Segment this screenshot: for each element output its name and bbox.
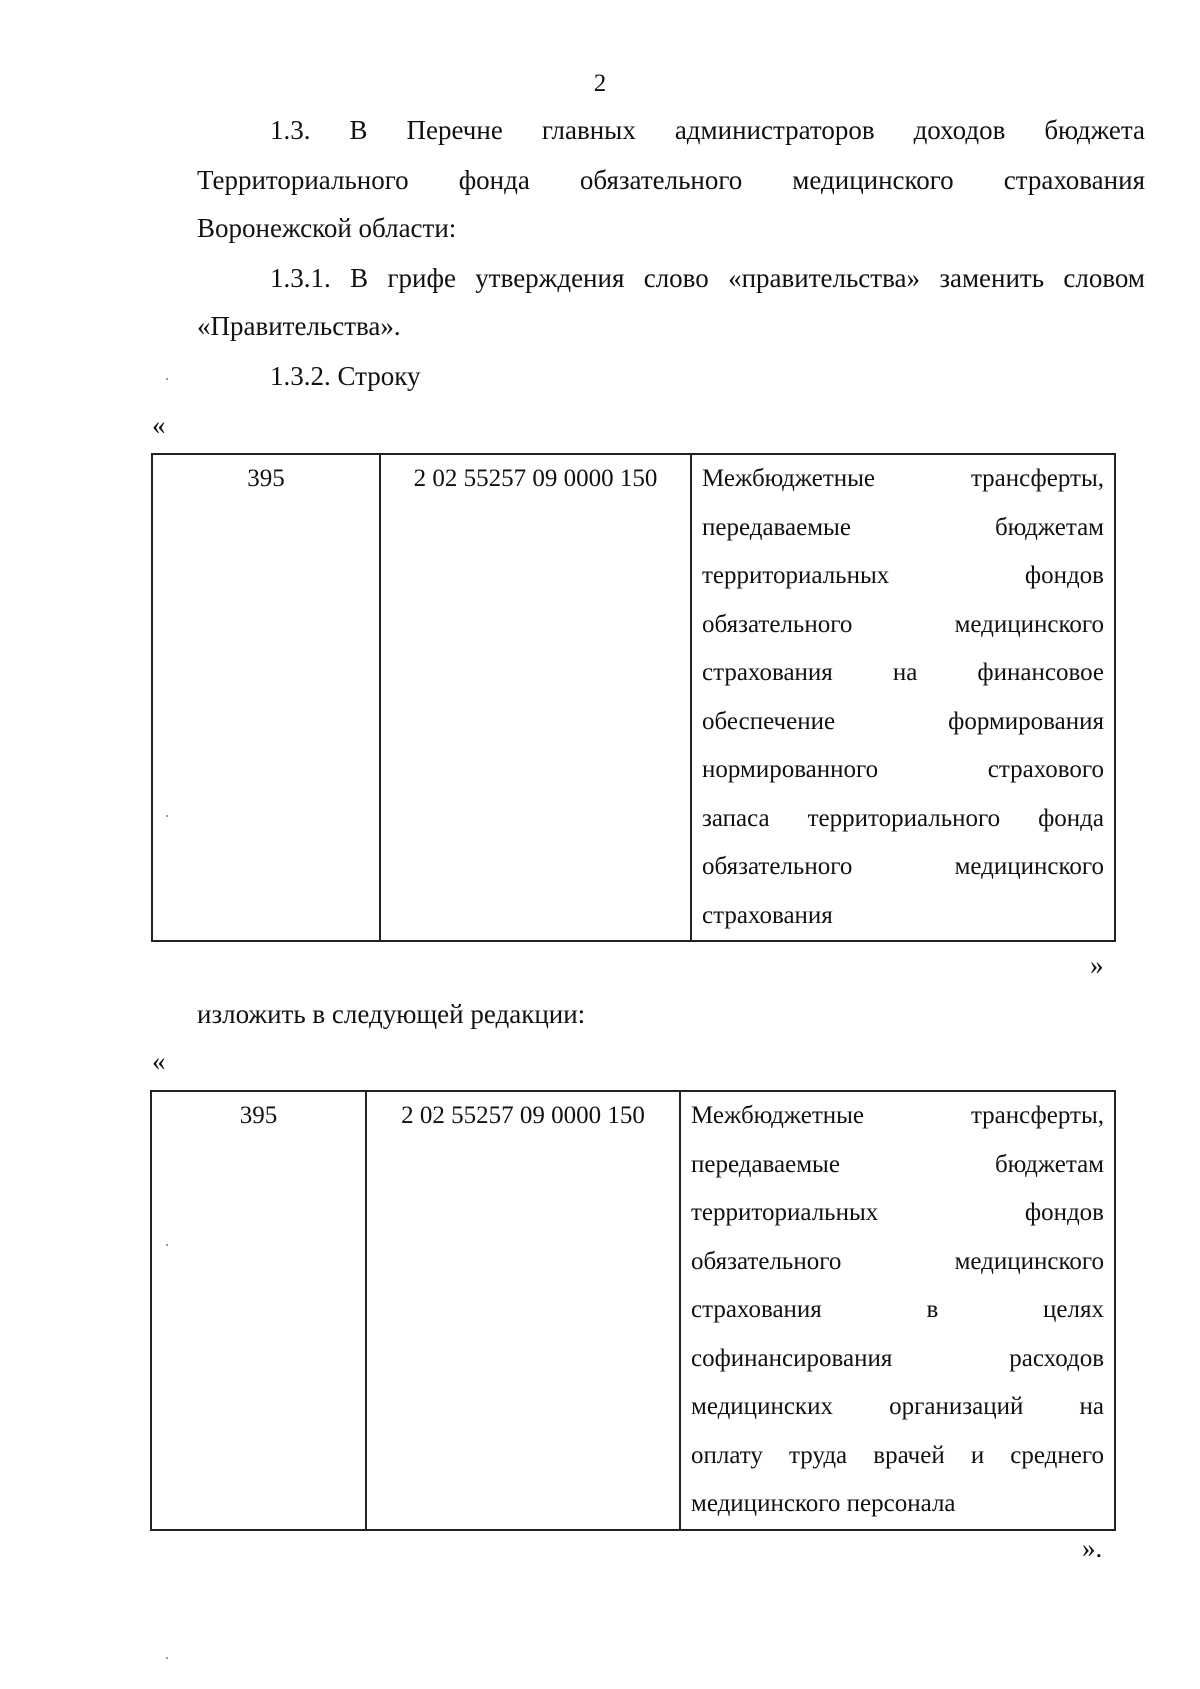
new-row-quote-close: ». [1082,1533,1103,1563]
scan-speck [166,1657,168,1659]
new-name-line-1: Межбюджетные трансферты, [691,1102,1104,1129]
old-name-line-6: обеспечение формирования [702,707,1104,735]
paragraph-1-3-1-line-1: 1.3.1. В грифе утверждения слово «правительства» заменить словом [270,263,1145,293]
paragraph-1-3-line-2: Территориального фонда обязательного медицинского страхования [197,165,1145,195]
paragraph-1-3-1-line-2: «Правительства». [197,311,401,341]
old-row-quote-open: « [152,410,166,440]
new-income-name [680,1091,1115,1530]
new-name-line-9: медицинского персонала [691,1490,956,1517]
old-income-code: 2 02 55257 09 0000 150 [380,454,691,941]
paragraph-1-3-line-3: Воронежской области: [197,213,457,243]
old-admin-code: 395 [152,454,380,941]
old-income-name [691,454,1115,941]
scan-speck [166,1244,168,1246]
old-name-line-8: запаса территориального фонда [702,804,1104,832]
new-name-line-2: передаваемые бюджетам [691,1150,1104,1178]
table-row [151,1091,1115,1530]
replace-instruction: изложить в следующей редакции: [197,999,586,1029]
paragraph-1-3-2: 1.3.2. Строку [270,361,421,391]
new-name-line-4: обязательного медицинского [691,1247,1104,1275]
scan-speck [166,378,168,380]
old-name-line-4: обязательного медицинского [702,610,1104,638]
old-row-table [151,453,1116,942]
new-income-code: 2 02 55257 09 0000 150 [366,1091,680,1530]
new-row-table [150,1090,1116,1531]
new-name-line-8: оплату труда врачей и среднего [691,1441,1104,1469]
table-row [152,454,1115,941]
new-name-line-6: софинансирования расходов [691,1344,1104,1372]
page-number: 2 [593,70,607,97]
new-row-quote-open: « [152,1046,166,1076]
old-name-line-7: нормированного страхового [702,756,1104,783]
old-name-line-2: передаваемые бюджетам [702,513,1104,541]
new-name-line-7: медицинских организаций на [691,1393,1104,1420]
new-name-line-3: территориальных фондов [691,1199,1104,1226]
old-row-quote-close: » [1090,950,1104,980]
paragraph-1-3-line-1: 1.3. В Перечне главных администраторов доходов бюджета [270,115,1145,145]
old-name-line-1: Межбюджетные трансферты, [702,465,1104,492]
old-name-line-9: обязательного медицинского [702,853,1104,880]
old-name-line-3: территориальных фондов [702,562,1104,589]
scan-speck [166,815,168,817]
new-name-line-5: страхования в целях [691,1296,1104,1323]
old-name-line-10: страхования [702,901,833,929]
old-name-line-5: страхования на финансовое [702,659,1104,686]
new-admin-code: 395 [151,1091,366,1530]
